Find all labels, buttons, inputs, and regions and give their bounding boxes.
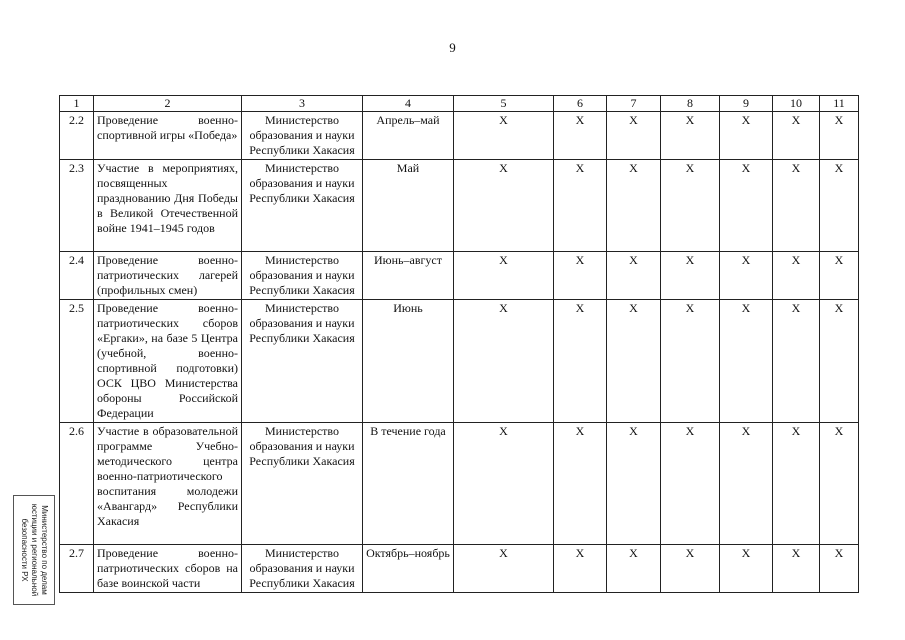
mark-cell: X bbox=[820, 423, 859, 545]
table-row bbox=[60, 112, 859, 160]
measure-description: Проведение военно-патриотических лагерей (профильных смен) bbox=[94, 252, 242, 300]
registration-stamp bbox=[13, 495, 55, 605]
row-number: 2.4 bbox=[60, 252, 94, 300]
mark-cell: X bbox=[554, 423, 607, 545]
mark-cell: X bbox=[720, 300, 773, 423]
mark-cell: X bbox=[554, 300, 607, 423]
column-header: 10 bbox=[773, 96, 820, 112]
column-header: 5 bbox=[454, 96, 554, 112]
responsible-organization: Министерство образования и науки Республики Хакасия bbox=[242, 545, 363, 593]
mark-cell: X bbox=[720, 545, 773, 593]
mark-cell: X bbox=[607, 300, 661, 423]
column-header: 3 bbox=[242, 96, 363, 112]
measure-description: Проведение военно-патриотических сборов на базе воинской части bbox=[94, 545, 242, 593]
mark-cell: X bbox=[607, 423, 661, 545]
responsible-organization: Министерство образования и науки Республики Хакасия bbox=[242, 160, 363, 252]
column-header: 7 bbox=[607, 96, 661, 112]
table-header-row bbox=[60, 96, 859, 112]
mark-cell: X bbox=[661, 112, 720, 160]
table-row bbox=[60, 252, 859, 300]
table-row bbox=[60, 160, 859, 252]
execution-term: В течение года bbox=[363, 423, 454, 545]
execution-term: Июнь–август bbox=[363, 252, 454, 300]
responsible-organization: Министерство образования и науки Республики Хакасия bbox=[242, 300, 363, 423]
mark-cell: X bbox=[454, 545, 554, 593]
column-header: 8 bbox=[661, 96, 720, 112]
mark-cell: X bbox=[661, 423, 720, 545]
mark-cell: X bbox=[454, 252, 554, 300]
mark-cell: X bbox=[454, 160, 554, 252]
column-header: 11 bbox=[820, 96, 859, 112]
mark-cell: X bbox=[454, 423, 554, 545]
responsible-organization: Министерство образования и науки Республики Хакасия bbox=[242, 112, 363, 160]
column-header: 9 bbox=[720, 96, 773, 112]
mark-cell: X bbox=[607, 252, 661, 300]
mark-cell: X bbox=[773, 300, 820, 423]
row-number: 2.6 bbox=[60, 423, 94, 545]
mark-cell: X bbox=[607, 545, 661, 593]
mark-cell: X bbox=[454, 300, 554, 423]
mark-cell: X bbox=[773, 545, 820, 593]
mark-cell: X bbox=[820, 300, 859, 423]
execution-term: Октябрь–ноябрь bbox=[363, 545, 454, 593]
table-row bbox=[60, 545, 859, 593]
mark-cell: X bbox=[607, 160, 661, 252]
mark-cell: X bbox=[720, 252, 773, 300]
execution-term: Апрель–май bbox=[363, 112, 454, 160]
mark-cell: X bbox=[454, 112, 554, 160]
mark-cell: X bbox=[661, 545, 720, 593]
mark-cell: X bbox=[773, 112, 820, 160]
mark-cell: X bbox=[773, 160, 820, 252]
measures-table bbox=[59, 95, 859, 593]
mark-cell: X bbox=[720, 423, 773, 545]
execution-term: Май bbox=[363, 160, 454, 252]
row-number: 2.2 bbox=[60, 112, 94, 160]
mark-cell: X bbox=[554, 112, 607, 160]
mark-cell: X bbox=[554, 545, 607, 593]
table-row bbox=[60, 423, 859, 545]
mark-cell: X bbox=[820, 160, 859, 252]
stamp-text: Министерство по делам юстиции и региональной безопасности РХ bbox=[20, 503, 49, 597]
mark-cell: X bbox=[820, 112, 859, 160]
column-header: 1 bbox=[60, 96, 94, 112]
mark-cell: X bbox=[820, 252, 859, 300]
execution-term: Июнь bbox=[363, 300, 454, 423]
mark-cell: X bbox=[720, 160, 773, 252]
column-header: 2 bbox=[94, 96, 242, 112]
mark-cell: X bbox=[554, 160, 607, 252]
measure-description: Участие в образовательной программе Учебно-методического центра военно-патриотического воспитания молодежи «Авангард» Республики Хакасия bbox=[94, 423, 242, 545]
column-header: 6 bbox=[554, 96, 607, 112]
measure-description: Проведение военно-спортивной игры «Победа» bbox=[94, 112, 242, 160]
responsible-organization: Министерство образования и науки Республики Хакасия bbox=[242, 252, 363, 300]
mark-cell: X bbox=[661, 160, 720, 252]
mark-cell: X bbox=[773, 423, 820, 545]
page-number: 9 bbox=[449, 40, 456, 55]
mark-cell: X bbox=[820, 545, 859, 593]
row-number: 2.5 bbox=[60, 300, 94, 423]
mark-cell: X bbox=[661, 300, 720, 423]
mark-cell: X bbox=[554, 252, 607, 300]
mark-cell: X bbox=[661, 252, 720, 300]
column-header: 4 bbox=[363, 96, 454, 112]
mark-cell: X bbox=[607, 112, 661, 160]
measure-description: Проведение военно-патриотических сборов «Ергаки», на базе 5 Центра (учебной, военно-спортивной подготовки) ОСК ЦВО Министерства обороны Российской Федерации bbox=[94, 300, 242, 423]
mark-cell: X bbox=[720, 112, 773, 160]
row-number: 2.3 bbox=[60, 160, 94, 252]
row-number: 2.7 bbox=[60, 545, 94, 593]
mark-cell: X bbox=[773, 252, 820, 300]
measure-description: Участие в мероприятиях, посвященных празднованию Дня Победы в Великой Отечественной войне 1941–1945 годов bbox=[94, 160, 242, 252]
responsible-organization: Министерство образования и науки Республики Хакасия bbox=[242, 423, 363, 545]
table-row bbox=[60, 300, 859, 423]
